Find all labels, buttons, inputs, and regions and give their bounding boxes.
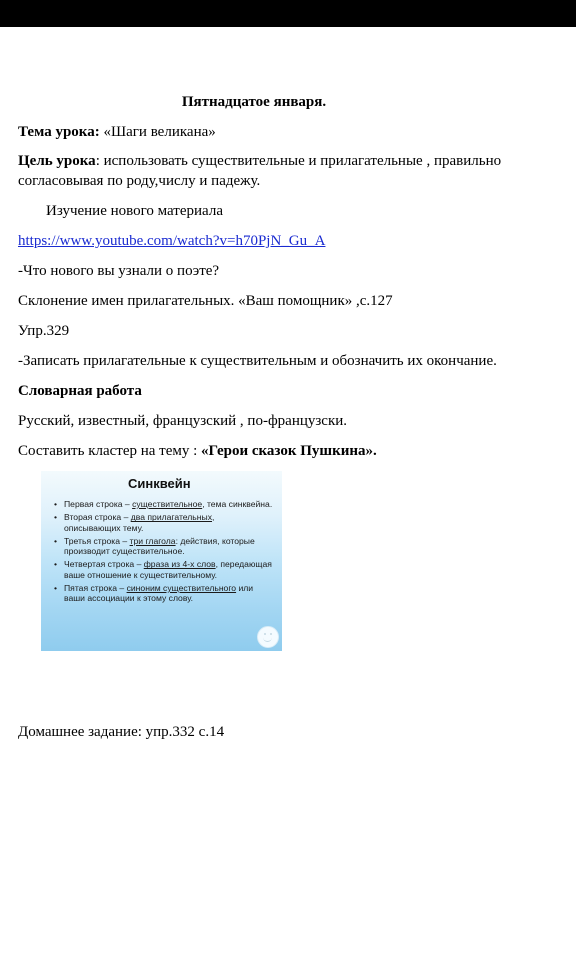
sinkwine-list <box>51 499 273 607</box>
bullet-icon: • <box>54 535 58 546</box>
declension-text: Склонение имен прилагательных. «Ваш помощник» ,с.127 <box>18 293 393 309</box>
video-link[interactable]: https://www.youtube.com/watch?v=h70PjN_Gu_A <box>18 233 326 249</box>
cluster-text: Составить кластер на тему : <box>18 443 202 459</box>
list-item: • Четвертая строка – фраза из 4-х слов, передающая ваше отношение к существительному. <box>54 559 272 580</box>
question-text: -Что нового вы узнали о поэте? <box>18 263 220 279</box>
bullet-icon: • <box>54 499 58 509</box>
homework-text: Домашнее задание: упр.332 с.14 <box>18 724 225 740</box>
topic-value: «Шаги великана» <box>103 124 216 140</box>
list-item: • Пятая строка – синоним существительного или ваши ассоциации к этому слову. <box>54 583 254 604</box>
vocab-words: Русский, известный, французский , по-французски. <box>18 413 348 429</box>
lesson-topic <box>18 122 216 142</box>
exercise-text: Упр.329 <box>18 323 70 339</box>
top-bar <box>0 0 576 27</box>
lesson-goal <box>18 151 558 191</box>
list-item: • Первая строка – существительное, тема синквейна. <box>54 499 273 509</box>
smiley-icon <box>257 626 279 648</box>
task-text: -Записать прилагательные к существительным и обозначить их окончание. <box>18 353 497 369</box>
date-heading: Пятнадцатое января. <box>181 94 327 110</box>
cluster-task <box>18 441 377 461</box>
sinkwine-image <box>41 471 282 651</box>
bullet-icon: • <box>54 512 58 523</box>
sinkwine-title: Синквейн <box>128 476 191 491</box>
bullet-icon: • <box>54 559 58 570</box>
topic-label: Тема урока: <box>18 124 100 140</box>
goal-label: Цель урока <box>18 153 96 169</box>
cluster-theme: «Герои сказок Пушкина». <box>201 443 377 459</box>
goal-text: : использовать существительные и прилагательные , правильно согласовывая по роду,числу и падежу. <box>18 153 502 189</box>
list-item: • Третья строка – три глагола: действия, которые производит существительное. <box>54 535 255 557</box>
bullet-icon: • <box>54 583 58 594</box>
list-item: • Вторая строка – два прилагательных, описывающих тему. <box>54 512 215 533</box>
vocab-heading: Словарная работа <box>18 383 142 399</box>
new-material-heading: Изучение нового материала <box>46 203 223 219</box>
